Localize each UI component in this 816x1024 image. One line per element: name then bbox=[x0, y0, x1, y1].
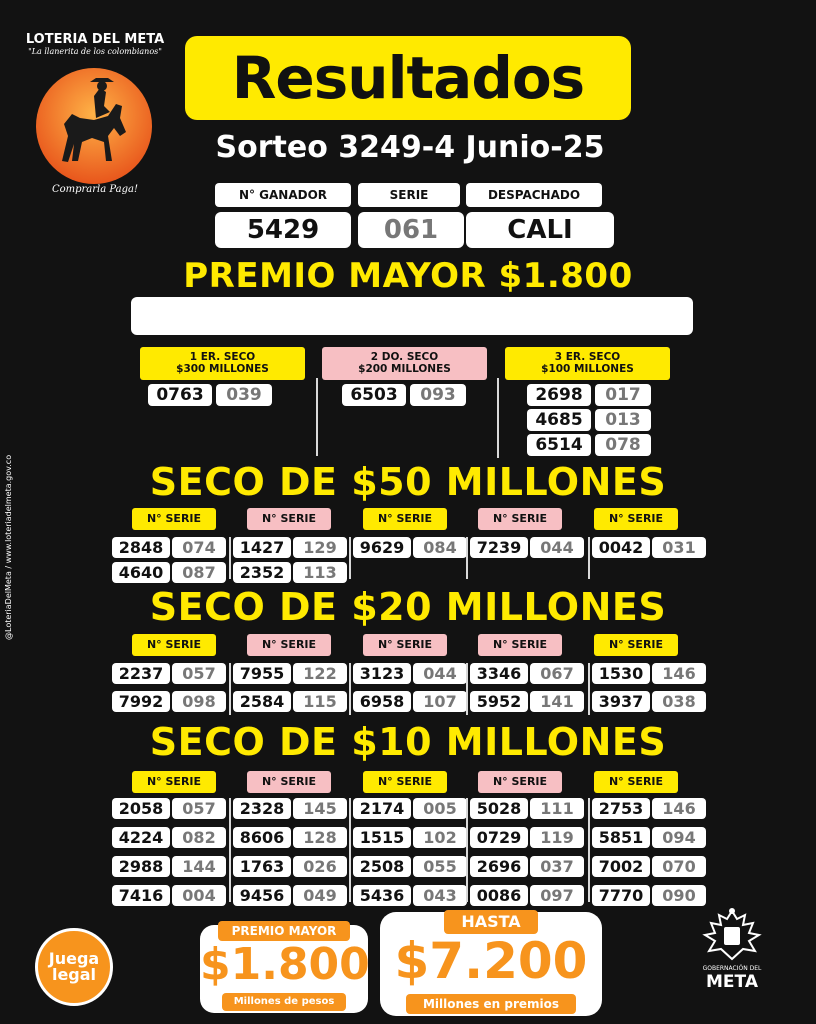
seco50-title: SECO DE $50 MILLONES bbox=[149, 460, 667, 504]
winner-dispatched-label: DESPACHADO bbox=[466, 183, 602, 207]
seco-serie: 057 bbox=[172, 798, 226, 819]
seco-serie: 094 bbox=[652, 827, 706, 848]
seco-top-serie: 017 bbox=[595, 384, 651, 406]
seco-top-number: 6503 bbox=[342, 384, 406, 406]
seco-top-label-line2: $100 MILLONES bbox=[541, 362, 634, 375]
seco-top-label-line2: $300 MILLONES bbox=[176, 362, 269, 375]
seco-number: 7770 bbox=[592, 885, 650, 906]
winner-number: 5429 bbox=[215, 212, 351, 248]
draw-subtitle: Sorteo 3249-4 Junio-25 bbox=[215, 130, 605, 165]
seco-serie: 141 bbox=[530, 691, 584, 712]
seco-number: 7239 bbox=[470, 537, 528, 558]
seco10-title: SECO DE $10 MILLONES bbox=[149, 720, 667, 764]
hasta-badge bbox=[380, 912, 602, 1016]
column-divider bbox=[316, 378, 318, 456]
seco-number: 2058 bbox=[112, 798, 170, 819]
coat-of-arms-icon bbox=[697, 905, 767, 961]
serie-header-label: N° SERIE bbox=[132, 508, 216, 530]
seco-number: 2174 bbox=[353, 798, 411, 819]
seco-serie: 067 bbox=[530, 663, 584, 684]
premio-badge-label: PREMIO MAYOR bbox=[218, 921, 350, 941]
horse-rider-icon bbox=[34, 66, 154, 186]
seco-serie: 038 bbox=[652, 691, 706, 712]
seco-serie: 145 bbox=[293, 798, 347, 819]
serie-header-label: N° SERIE bbox=[247, 634, 331, 656]
seco-number: 9456 bbox=[233, 885, 291, 906]
seco-serie: 098 bbox=[172, 691, 226, 712]
serie-header-label: N° SERIE bbox=[363, 634, 447, 656]
brand-slogan: "La llanerita de los colombianos" bbox=[28, 47, 162, 56]
seco-top-number: 6514 bbox=[527, 434, 591, 456]
gov-line1: GOBERNACIÓN DEL bbox=[702, 965, 762, 972]
seco-serie: 031 bbox=[652, 537, 706, 558]
column-divider bbox=[497, 378, 499, 458]
column-divider bbox=[588, 798, 590, 902]
premio-mayor-badge bbox=[200, 925, 368, 1013]
seco-number: 0086 bbox=[470, 885, 528, 906]
seco-number: 5952 bbox=[470, 691, 528, 712]
seco-serie: 043 bbox=[413, 885, 467, 906]
column-divider bbox=[588, 663, 590, 715]
serie-header-label: N° SERIE bbox=[478, 771, 562, 793]
serie-header-label: N° SERIE bbox=[594, 508, 678, 530]
serie-header-label: N° SERIE bbox=[478, 634, 562, 656]
seco-serie: 146 bbox=[652, 798, 706, 819]
seco-number: 2328 bbox=[233, 798, 291, 819]
serie-header-label: N° SERIE bbox=[132, 771, 216, 793]
column-divider bbox=[229, 663, 231, 715]
brand-tagline: Comprarla Paga! bbox=[51, 184, 139, 195]
column-divider bbox=[466, 537, 468, 579]
seco-number: 8606 bbox=[233, 827, 291, 848]
seco-serie: 005 bbox=[413, 798, 467, 819]
serie-header-label: N° SERIE bbox=[132, 634, 216, 656]
seco-top-serie: 039 bbox=[216, 384, 272, 406]
seco-top-serie: 093 bbox=[410, 384, 466, 406]
premio-mayor-bar bbox=[131, 297, 693, 335]
seco-serie: 082 bbox=[172, 827, 226, 848]
seco-top-label bbox=[140, 347, 305, 380]
seco-serie: 115 bbox=[293, 691, 347, 712]
seco-top-label-line1: 3 ER. SECO bbox=[554, 351, 621, 364]
seco-number: 2352 bbox=[233, 562, 291, 583]
seco-number: 7002 bbox=[592, 856, 650, 877]
seco-number: 7416 bbox=[112, 885, 170, 906]
seco-number: 3123 bbox=[353, 663, 411, 684]
seco-number: 3937 bbox=[592, 691, 650, 712]
seco-number: 5028 bbox=[470, 798, 528, 819]
column-divider bbox=[349, 663, 351, 715]
gov-line2: META bbox=[706, 972, 758, 992]
seco-number: 3346 bbox=[470, 663, 528, 684]
social-handle-text: @LoteriaDelMeta / www.loteriadelmeta.gov.co bbox=[4, 454, 13, 640]
seco-number: 2988 bbox=[112, 856, 170, 877]
seco-top-number: 2698 bbox=[527, 384, 591, 406]
seco-serie: 055 bbox=[413, 856, 467, 877]
seco-serie: 119 bbox=[530, 827, 584, 848]
seco-number: 1427 bbox=[233, 537, 291, 558]
serie-header-label: N° SERIE bbox=[363, 771, 447, 793]
brand-logo bbox=[20, 32, 170, 202]
seco-serie: 026 bbox=[293, 856, 347, 877]
seco-serie: 044 bbox=[413, 663, 467, 684]
premio-badge-sub: Millones de pesos bbox=[222, 993, 346, 1011]
seco-number: 2848 bbox=[112, 537, 170, 558]
column-divider bbox=[588, 537, 590, 579]
seco-top-number: 0763 bbox=[148, 384, 212, 406]
seco-number: 5851 bbox=[592, 827, 650, 848]
seco-serie: 087 bbox=[172, 562, 226, 583]
seco-number: 2753 bbox=[592, 798, 650, 819]
serie-header-label: N° SERIE bbox=[247, 508, 331, 530]
column-divider bbox=[229, 798, 231, 902]
seco-serie: 146 bbox=[652, 663, 706, 684]
title-banner bbox=[185, 36, 631, 120]
serie-header-label: N° SERIE bbox=[247, 771, 331, 793]
seco-serie: 074 bbox=[172, 537, 226, 558]
social-side-text bbox=[4, 454, 24, 900]
hasta-badge-label: HASTA bbox=[444, 910, 538, 934]
seco20-title: SECO DE $20 MILLONES bbox=[149, 585, 667, 629]
seco-number: 7992 bbox=[112, 691, 170, 712]
column-divider bbox=[349, 798, 351, 902]
seco-serie: 097 bbox=[530, 885, 584, 906]
brand-name: LOTERIA DEL META bbox=[25, 32, 165, 47]
seco-serie: 113 bbox=[293, 562, 347, 583]
seco-serie: 057 bbox=[172, 663, 226, 684]
seco-number: 4640 bbox=[112, 562, 170, 583]
seco-number: 2508 bbox=[353, 856, 411, 877]
column-divider bbox=[466, 798, 468, 902]
seco-number: 7955 bbox=[233, 663, 291, 684]
page-title: Resultados bbox=[231, 44, 585, 112]
column-divider bbox=[229, 537, 231, 579]
seco-number: 2696 bbox=[470, 856, 528, 877]
seco-serie: 004 bbox=[172, 885, 226, 906]
seco-top-serie: 013 bbox=[595, 409, 651, 431]
seco-serie: 111 bbox=[530, 798, 584, 819]
seco-number: 2584 bbox=[233, 691, 291, 712]
seco-number: 1763 bbox=[233, 856, 291, 877]
seco-serie: 129 bbox=[293, 537, 347, 558]
winner-serie: 061 bbox=[358, 212, 464, 248]
gobernacion-logo bbox=[690, 905, 774, 1015]
seco-serie: 049 bbox=[293, 885, 347, 906]
seco-serie: 144 bbox=[172, 856, 226, 877]
seco-serie: 107 bbox=[413, 691, 467, 712]
serie-header-label: N° SERIE bbox=[594, 771, 678, 793]
premio-mayor-title: PREMIO MAYOR $1.800 bbox=[183, 256, 633, 296]
juega-legal-badge bbox=[35, 928, 113, 1006]
seco-serie: 102 bbox=[413, 827, 467, 848]
seco-number: 1515 bbox=[353, 827, 411, 848]
serie-header-label: N° SERIE bbox=[478, 508, 562, 530]
winner-dispatched: CALI bbox=[466, 212, 614, 248]
seco-number: 6958 bbox=[353, 691, 411, 712]
column-divider bbox=[466, 663, 468, 715]
seco-number: 5436 bbox=[353, 885, 411, 906]
seco-serie: 037 bbox=[530, 856, 584, 877]
hasta-badge-amount: $7.200 bbox=[394, 932, 588, 990]
seco-serie: 084 bbox=[413, 537, 467, 558]
premio-badge-amount: $1.800 bbox=[200, 939, 370, 990]
winner-serie-label: SERIE bbox=[358, 183, 460, 207]
seco-number: 4224 bbox=[112, 827, 170, 848]
seco-top-number: 4685 bbox=[527, 409, 591, 431]
seco-number: 0729 bbox=[470, 827, 528, 848]
column-divider bbox=[349, 537, 351, 579]
seco-number: 0042 bbox=[592, 537, 650, 558]
serie-header-label: N° SERIE bbox=[363, 508, 447, 530]
juega-legal-line1: Juega bbox=[48, 949, 100, 968]
seco-serie: 044 bbox=[530, 537, 584, 558]
seco-top-label bbox=[505, 347, 670, 380]
juega-legal-line2: legal bbox=[51, 965, 97, 984]
hasta-badge-sub: Millones en premios bbox=[406, 994, 576, 1014]
seco-top-serie: 078 bbox=[595, 434, 651, 456]
seco-top-label-line1: 1 ER. SECO bbox=[189, 351, 256, 364]
seco-top-label-line2: $200 MILLONES bbox=[358, 362, 451, 375]
seco-serie: 128 bbox=[293, 827, 347, 848]
seco-serie: 122 bbox=[293, 663, 347, 684]
seco-number: 1530 bbox=[592, 663, 650, 684]
seco-number: 2237 bbox=[112, 663, 170, 684]
seco-serie: 070 bbox=[652, 856, 706, 877]
winner-number-label: N° GANADOR bbox=[215, 183, 351, 207]
seco-serie: 090 bbox=[652, 885, 706, 906]
serie-header-label: N° SERIE bbox=[594, 634, 678, 656]
seco-top-label bbox=[322, 347, 487, 380]
seco-top-label-line1: 2 DO. SECO bbox=[370, 351, 439, 364]
seco-number: 9629 bbox=[353, 537, 411, 558]
